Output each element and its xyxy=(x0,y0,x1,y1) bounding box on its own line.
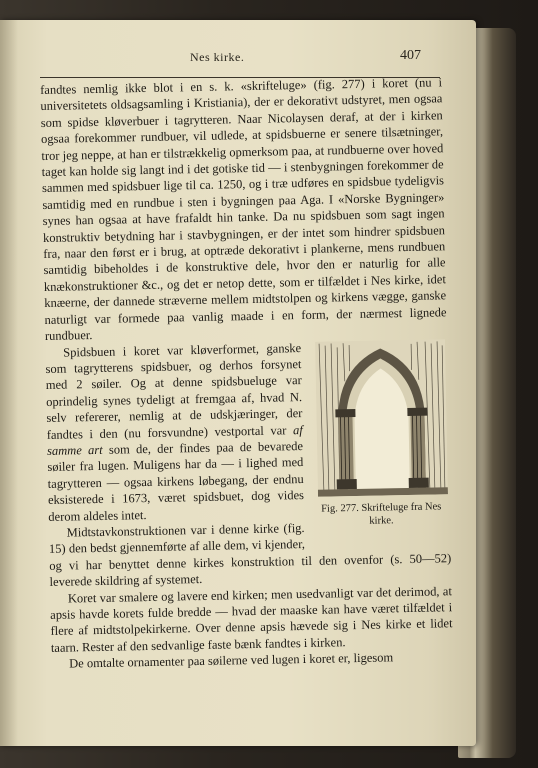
running-title: Nes kirke. xyxy=(190,50,245,64)
paragraph-3-text: Midtstavkonstruktionen var i denne kirke (fig. 15) den bedst gjennemførte af alle dem, vi kjender, og vi har benyttet denne kirkes konstruktion til den ovenfor (s. 50—52) leverede skildring af systemet. xyxy=(48,520,452,590)
page-gutter-shadow xyxy=(0,20,18,746)
paragraph-2-continuation: som de, der findes paa de bevarede søiler fra lugen. Muligens har da — i lighed med tagrytteren — ogsaa kirkens løbegang, der endnu eksisterede i 1673, været spidsbuet, dog vides derom aldeles intet. xyxy=(47,438,305,524)
paragraph-4-text: Koret var smalere og lavere end kirken; men usedvanligt var det derimod, at apsis havde korets fulde bredde — hvad der maaske kan have været tilfældet i flere af midtstolpekirkerne. Over denne apsis hævede sig i Nes kirke et lidet taarn. Rester af den sedvanlige faste bænk fandtes i kirken. xyxy=(50,583,453,655)
confession-window-illustration xyxy=(315,339,448,496)
figure-caption: Fig. 277. Skrifteluge fra Nes kirke. xyxy=(321,500,442,527)
page-header xyxy=(0,50,476,70)
paragraph-1-start xyxy=(40,74,447,344)
paragraph-4 xyxy=(50,583,453,656)
italic-phrase: af samme art xyxy=(46,422,303,458)
book-page xyxy=(0,20,476,746)
paragraph-1-text: fandtes nemlig ikke blot i en s. k. «skrifteluge» (fig. 277) i koret (nu i universitetets oldsagsamling i Kristiania), der er dekorativt udstyret, men ogsaa som spidse kløverbuer i tagrytteren. Naar Nicolaysen deraf, at der i kirken ogsaa forekommer rundbuer, vil udlede, at spidsbuerne er senere tilsætninger, tror jeg neppe, at han er tilstrækkelig opmerksom paa, at rundbuerne over hoved taget kan holde sig langt ind i det gotiske tid — i stenbygningen forekommer de sammen med spidsbuer lige til ca. 1250, og i træ udføres en spidsbue tydeligvis samtidig med en rundbue i sten i bygningen paa Aga. I «Norske Bygninger» synes han ogsaa at have frafaldt hin tanke. Da nu spidsbuen som sagt ingen konstruktiv betydning har i stavbygningen, er der intet som hindrer spidsbuen fra, naar den først er i brug, at optræde dekorativt i plankerne, mens rundbuen samtidig bibeholdes i de konstruktive dele, hvor den er naturlig for alle knækonstruktioner &c., og det er netop dette, som er tilfældet i Nes kirke, idet knæerne, der dannede stræverne mellem midtstolpen og kirkens vægge, ganske naturligt var formede paa vanlig maade i en form, der nærmest lignede rundbuer. xyxy=(40,75,447,344)
paragraph-2-text: Spidsbuen i koret var kløverformet, ganske som tagrytterens spidsbuer, og derhos forsynet med 2 søiler. Og at denne spidsbueluge var oprindelig synes tydeligt at fremgaa af, hvad N. selv refererer, nemlig at de udskjæringer, der fandtes i den (nu forsvundne) vestportal var xyxy=(45,340,303,442)
figure-277 xyxy=(309,339,451,540)
paragraph-5-text: De omtalte ornamenter paa søilerne ved lugen i koret er, ligesom xyxy=(69,650,394,671)
body-text xyxy=(40,74,453,672)
page-number: 407 xyxy=(400,48,421,63)
